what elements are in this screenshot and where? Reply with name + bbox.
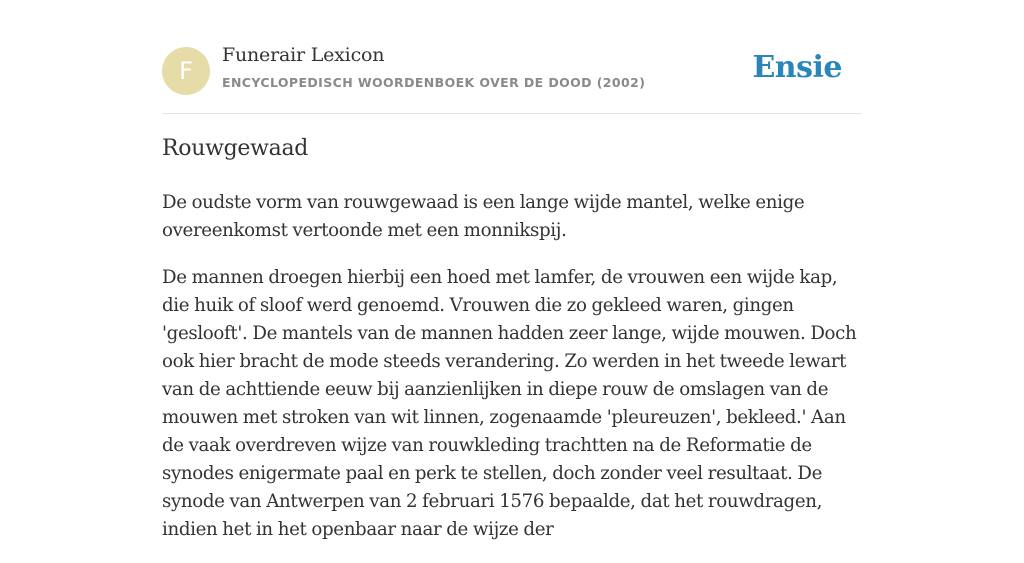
source-title[interactable]: Funerair Lexicon <box>222 44 385 66</box>
entry-paragraph: De mannen droegen hierbij een hoed met lamfer, de vrouwen een wijde kap, die huik of sloof werd genoemd. Vrouwen die zo gekleed waren, gingen 'geslooft'. De mantels van de mannen hadden zeer lange, wijde mouwen. Doch ook hier bracht de mode steeds verandering. Zo werden in het tweede lewart van de achttiende eeuw bij aanzienlijken in diepe rouw de omslagen van de mouwen met stroken van wit linnen, zogenaamde 'pleureuzen', bekleed.' Aan de vaak overdreven wijze van rouwkleding trachtten na de Reformatie de synodes enigermate paal en perk te stellen, doch zonder veel resultaat. De synode van Antwerpen van 2 februari 1576 bepaalde, dat het rouwdragen, indien het in het openbaar naar de wijze der <box>162 267 857 540</box>
source-avatar[interactable]: F <box>162 47 210 95</box>
source-subtitle: ENCYCLOPEDISCH WOORDENBOEK OVER DE DOOD (2002) <box>222 75 646 90</box>
entry-title: Rouwgewaad <box>162 136 309 161</box>
entry-body <box>162 189 862 563</box>
ensie-logo[interactable]: Ensie <box>752 50 842 85</box>
content-container <box>162 0 862 540</box>
header <box>162 0 862 114</box>
entry-paragraph: De oudste vorm van rouwgewaad is een lange wijde mantel, welke enige overeenkomst vertoonde met een monnikspij. <box>162 192 805 241</box>
